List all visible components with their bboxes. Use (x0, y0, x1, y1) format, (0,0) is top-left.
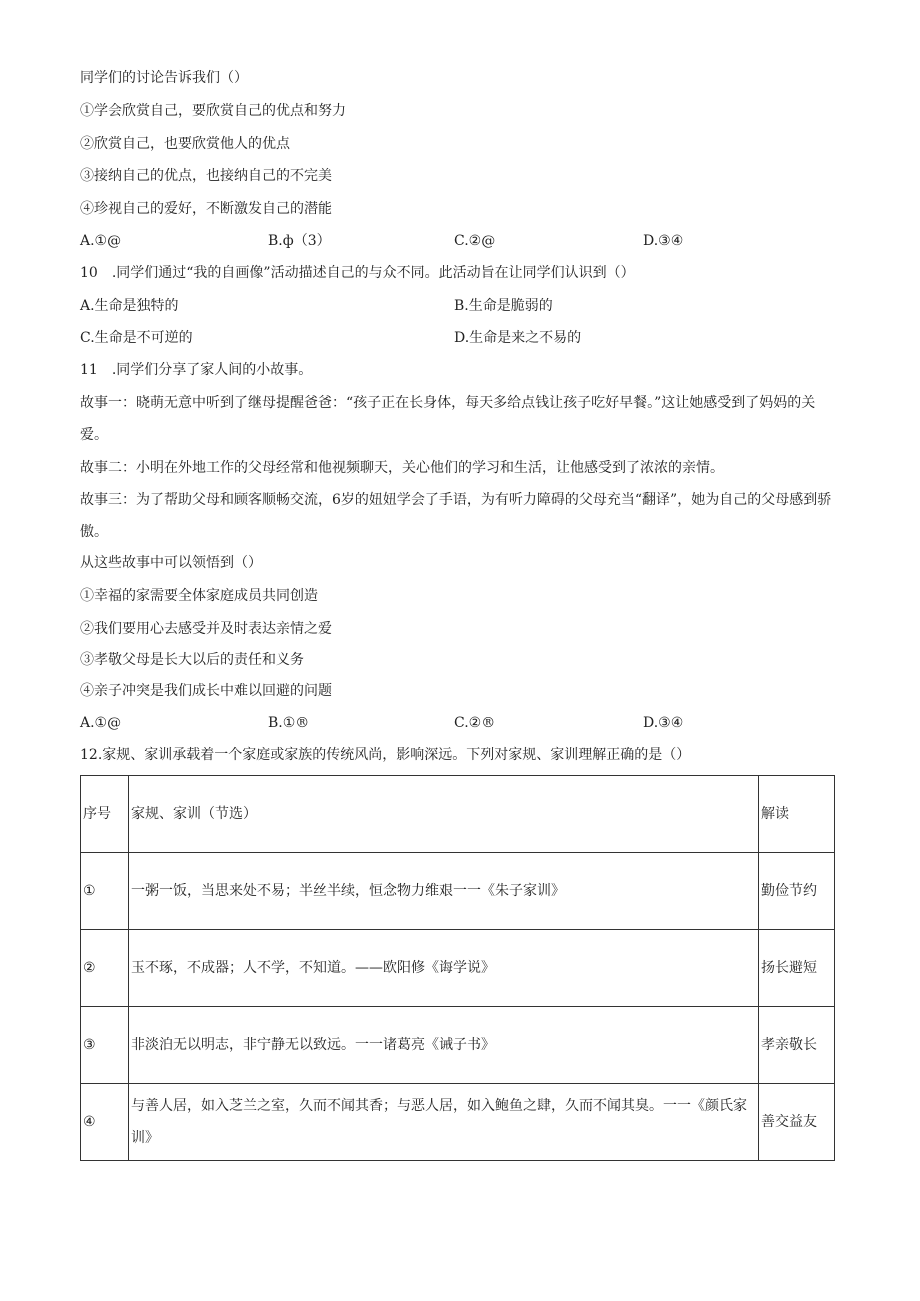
table-row (81, 930, 835, 1007)
q11-story-1: 故事一：晓萌无意中听到了继母提醒爸爸：“孩子正在长身体，每天多给点钱让孩子吃好早餐。”这让她感受到了妈妈的关爱。 (80, 395, 816, 443)
row-rule: 玉不琢，不成器；人不学，不知道。——欧阳修《诲学说》 (129, 930, 759, 1007)
q11-statement: ④亲子冲突是我们成长中难以回避的问题 (80, 683, 332, 699)
row-interpretation: 扬长避短 (759, 930, 835, 1007)
q9-statement: ②欣赏自己，也要欣赏他人的优点 (80, 136, 290, 152)
row-index: ④ (81, 1084, 129, 1161)
q11-statement: ③孝敬父母是长大以后的责任和义务 (80, 652, 304, 668)
table-row (81, 1007, 835, 1084)
q9-statement: ①学会欣赏自己，要欣赏自己的优点和努力 (80, 103, 346, 119)
q10-option-b: B.生命是脆弱的 (454, 298, 553, 314)
table-header-row (81, 776, 835, 853)
q11-option-c: C.②® (454, 715, 496, 731)
q10-option-a: A.生命是独特的 (80, 298, 179, 314)
q9-statement: ④珍视自己的爱好，不断激发自己的潜能 (80, 201, 332, 217)
row-index: ② (81, 930, 129, 1007)
q11-prompt: 从这些故事中可以领悟到（） (80, 555, 262, 571)
table-row (81, 853, 835, 930)
row-rule: 与善人居，如入芝兰之室，久而不闻其香；与恶人居，如入鲍鱼之肆，久而不闻其臭。一一《颜氏家训》 (129, 1084, 759, 1161)
q11-story-2: 故事二：小明在外地工作的父母经常和他视频聊天，关心他们的学习和生活，让他感受到了浓浓的亲情。 (80, 460, 724, 476)
q11-stem: 11 .同学们分享了家人间的小故事。 (80, 362, 313, 378)
row-interpretation: 勤俭节约 (759, 853, 835, 930)
family-rules-table (80, 775, 835, 1161)
q11-statement: ②我们要用心去感受并及时表达亲情之爱 (80, 621, 332, 637)
q11-statement: ①幸福的家需要全体家庭成员共同创造 (80, 588, 318, 604)
header-index: 序号 (81, 776, 129, 853)
q11-option-d: D.③④ (643, 715, 684, 731)
q9-statement: ③接纳自己的优点，也接纳自己的不完美 (80, 168, 332, 184)
row-index: ① (81, 853, 129, 930)
q11-option-b: B.①® (268, 715, 310, 731)
q9-stem: 同学们的讨论告诉我们（） (80, 70, 248, 86)
q9-option-d: D.③④ (643, 233, 684, 249)
q10-option-c: C.生命是不可逆的 (80, 330, 193, 346)
row-rule: 一粥一饭，当思来处不易；半丝半续，恒念物力维艰一一《朱子家训》 (129, 853, 759, 930)
q9-option-b: B.ф（3） (268, 233, 331, 249)
q9-option-c: C.②@ (454, 233, 496, 249)
header-interpretation: 解读 (759, 776, 835, 853)
table-row (81, 1084, 835, 1161)
header-rule: 家规、家训（节选） (129, 776, 759, 853)
q11-story-3: 故事三：为了帮助父母和顾客顺畅交流，6岁的妞妞学会了手语，为有听力障碍的父母充当“翻译”，她为自己的父母感到骄傲。 (80, 492, 832, 540)
q12-stem: 12.家规、家训承载着一个家庭或家族的传统风尚，影响深远。下列对家规、家训理解正确的是（） (80, 747, 691, 763)
q9-option-a: A.①@ (80, 233, 122, 249)
row-rule: 非淡泊无以明志，非宁静无以致远。一一诸葛亮《诫子书》 (129, 1007, 759, 1084)
row-index: ③ (81, 1007, 129, 1084)
q10-stem: 10 .同学们通过“我的自画像”活动描述自己的与众不同。此活动旨在让同学们认识到（） (80, 265, 635, 281)
row-interpretation: 孝亲敬长 (759, 1007, 835, 1084)
q11-option-a: A.①@ (80, 715, 122, 731)
q10-option-d: D.生命是来之不易的 (454, 330, 582, 346)
row-interpretation: 善交益友 (759, 1084, 835, 1161)
